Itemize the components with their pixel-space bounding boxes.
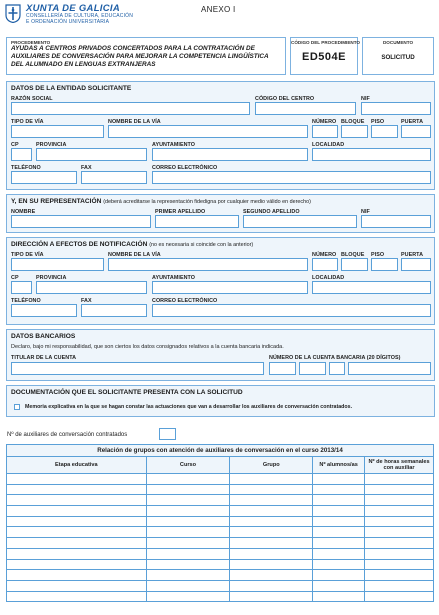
- bloque-label: BLOQUE: [341, 119, 365, 125]
- rep-nif-label: NIF: [361, 209, 370, 215]
- table-cell[interactable]: [146, 580, 230, 591]
- not-numero-field[interactable]: [312, 258, 338, 271]
- table-row: [7, 474, 434, 485]
- documentation-section-title: DOCUMENTACIÓN QUE EL SOLICITANTE PRESENTA CON LA SOLICITUD: [11, 389, 243, 396]
- procedure-label: PROCEDEMENTO: [11, 40, 51, 45]
- not-puerta-label: PUERTA: [401, 252, 424, 258]
- table-cell[interactable]: [146, 591, 230, 602]
- table-cell[interactable]: [230, 506, 313, 517]
- table-cell[interactable]: [313, 484, 365, 495]
- table-cell[interactable]: [146, 570, 230, 581]
- table-cell[interactable]: [7, 527, 147, 538]
- table-cell[interactable]: [230, 527, 313, 538]
- not-puerta-field[interactable]: [401, 258, 431, 271]
- not-telefono-field[interactable]: [11, 304, 77, 317]
- xunta-logo-icon: [5, 4, 21, 23]
- notification-section: [6, 237, 435, 325]
- not-localidad-field[interactable]: [312, 281, 431, 294]
- nombre-via-field[interactable]: [108, 125, 308, 138]
- table-cell[interactable]: [313, 559, 365, 570]
- table-cell[interactable]: [7, 559, 147, 570]
- table-row: [7, 484, 434, 495]
- not-localidad-label: LOCALIDAD: [312, 275, 345, 281]
- not-correo-label: CORREO ELECTRÓNICO: [152, 298, 218, 304]
- table-cell[interactable]: [365, 516, 434, 527]
- table-cell[interactable]: [313, 570, 365, 581]
- groups-table-caption: Relación de grupos con atención de auxiliares de conversación en el curso 2013/14: [7, 445, 434, 457]
- puerta-label: PUERTA: [401, 119, 424, 125]
- table-row: [7, 538, 434, 549]
- table-cell[interactable]: [365, 506, 434, 517]
- rep-segundo-apellido-label: SEGUNDO APELLIDO: [243, 209, 300, 215]
- not-ayuntamiento-label: AYUNTAMIENTO: [152, 275, 196, 281]
- representation-note: (deberá acreditarse la representación fidedigna por cualquier medio válido en derecho): [103, 199, 311, 205]
- table-cell[interactable]: [146, 548, 230, 559]
- table-cell[interactable]: [313, 538, 365, 549]
- razon-social-label: RAZÓN SOCIAL: [11, 96, 53, 102]
- table-row: [7, 516, 434, 527]
- puerta-field[interactable]: [401, 125, 431, 138]
- table-row: [7, 570, 434, 581]
- table-cell[interactable]: [7, 538, 147, 549]
- table-cell[interactable]: [313, 591, 365, 602]
- rep-segundo-apellido-field[interactable]: [243, 215, 357, 228]
- rep-nombre-label: NOMBRE: [11, 209, 36, 215]
- representation-section: [6, 194, 435, 233]
- department-line-2: E ORDENACIÓN UNIVERSITARIA: [26, 19, 110, 25]
- not-telefono-label: TELÉFONO: [11, 298, 41, 304]
- bloque-field[interactable]: [341, 125, 368, 138]
- table-row: [7, 495, 434, 506]
- not-numero-label: NÚMERO: [312, 252, 337, 258]
- table-cell[interactable]: [313, 495, 365, 506]
- nif-label: NIF: [361, 96, 370, 102]
- not-cp-field[interactable]: [11, 281, 32, 294]
- table-cell[interactable]: [365, 548, 434, 559]
- tipo-via-field[interactable]: [11, 125, 104, 138]
- not-fax-field[interactable]: [81, 304, 147, 317]
- table-cell[interactable]: [7, 516, 147, 527]
- numero-field[interactable]: [312, 125, 338, 138]
- table-cell[interactable]: [230, 591, 313, 602]
- table-cell[interactable]: [365, 538, 434, 549]
- table-cell[interactable]: [230, 570, 313, 581]
- localidad-label: LOCALIDAD: [312, 142, 345, 148]
- table-cell[interactable]: [7, 548, 147, 559]
- table-cell[interactable]: [230, 548, 313, 559]
- not-cp-label: CP: [11, 275, 19, 281]
- col-horas: Nº de horas semanales con auxiliar: [365, 457, 434, 474]
- fax-label: FAX: [81, 165, 92, 171]
- not-bloque-label: BLOQUE: [341, 252, 365, 258]
- entity-section-title: DATOS DE LA ENTIDAD SOLICITANTE: [11, 85, 132, 92]
- not-fax-label: FAX: [81, 298, 92, 304]
- table-cell[interactable]: [313, 548, 365, 559]
- nombre-via-label: NOMBRE DE LA VÍA: [108, 119, 161, 125]
- auxiliares-label: Nº de auxiliares de conversación contratados: [7, 432, 128, 438]
- table-cell[interactable]: [230, 538, 313, 549]
- notification-note: (no es necesaria si coincide con la anterior): [149, 242, 254, 248]
- document-type: SOLICITUD: [381, 54, 415, 61]
- table-cell[interactable]: [365, 474, 434, 485]
- table-cell[interactable]: [365, 484, 434, 495]
- table-cell[interactable]: [313, 527, 365, 538]
- org-name: XUNTA DE GALICIA: [26, 3, 120, 14]
- table-cell[interactable]: [7, 506, 147, 517]
- titular-field[interactable]: [11, 362, 264, 375]
- col-grupo: Grupo: [230, 457, 313, 474]
- razon-social-field[interactable]: [11, 102, 250, 115]
- table-cell[interactable]: [146, 484, 230, 495]
- bank-declaration: Declaro, bajo mi responsabilidad, que son ciertos los datos consignados relativos a la cuenta bancaria indicada.: [11, 344, 284, 350]
- table-cell[interactable]: [146, 474, 230, 485]
- table-cell[interactable]: [146, 559, 230, 570]
- table-cell[interactable]: [230, 474, 313, 485]
- not-tipo-via-label: TIPO DE VÍA: [11, 252, 44, 258]
- table-cell[interactable]: [7, 591, 147, 602]
- auxiliares-count-field[interactable]: [159, 428, 176, 440]
- cuenta-oficina-field[interactable]: [299, 362, 326, 375]
- not-bloque-field[interactable]: [341, 258, 368, 271]
- codigo-centro-field[interactable]: [255, 102, 356, 115]
- not-provincia-label: PROVINCIA: [36, 275, 67, 281]
- procedure-code-box: [290, 37, 358, 75]
- procedure-box: [6, 37, 286, 75]
- correo-label: CORREO ELECTRÓNICO: [152, 165, 218, 171]
- table-row: [7, 559, 434, 570]
- rep-primer-apellido-label: PRIMER APELLIDO: [155, 209, 206, 215]
- procedure-title: AYUDAS A CENTROS PRIVADOS CONCERTADOS PARA LA CONTRATACIÓN DE AUXILIARES DE CONVERSACIÓN PARA MEJORAR LA COMPETENCIA LINGÜÍSTICA DEL ALUMNADO EN LENGUAS EXTRANJERAS: [11, 45, 269, 68]
- ayuntamiento-field[interactable]: [152, 148, 308, 161]
- table-cell[interactable]: [365, 570, 434, 581]
- table-cell[interactable]: [230, 484, 313, 495]
- department-line-1: CONSELLERÍA DE CULTURA, EDUCACIÓN: [26, 13, 134, 19]
- table-cell[interactable]: [7, 484, 147, 495]
- not-tipo-via-field[interactable]: [11, 258, 104, 271]
- table-row: [7, 548, 434, 559]
- cp-field[interactable]: [11, 148, 32, 161]
- not-nombre-via-label: NOMBRE DE LA VÍA: [108, 252, 161, 258]
- table-cell[interactable]: [146, 506, 230, 517]
- rep-nif-field[interactable]: [361, 215, 431, 228]
- table-cell[interactable]: [7, 580, 147, 591]
- documentation-section: [6, 385, 435, 417]
- cp-label: CP: [11, 142, 19, 148]
- not-ayuntamiento-field[interactable]: [152, 281, 308, 294]
- titular-label: TITULAR DE LA CUENTA: [11, 355, 77, 361]
- telefono-label: TELÉFONO: [11, 165, 41, 171]
- document-label: DOCUMENTO: [382, 40, 414, 45]
- not-piso-field[interactable]: [371, 258, 398, 271]
- rep-nombre-field[interactable]: [11, 215, 151, 228]
- table-cell[interactable]: [230, 559, 313, 570]
- cuenta-dc-field[interactable]: [329, 362, 345, 375]
- not-provincia-field[interactable]: [36, 281, 147, 294]
- cuenta-entidad-field[interactable]: [269, 362, 296, 375]
- bank-section-title: DATOS BANCARIOS: [11, 333, 76, 340]
- table-cell[interactable]: [7, 495, 147, 506]
- table-cell[interactable]: [313, 506, 365, 517]
- table-cell[interactable]: [146, 516, 230, 527]
- table-cell[interactable]: [365, 591, 434, 602]
- department-name: [26, 13, 133, 25]
- memoria-label: Memoria explicativa en la que se hagan constar las actuaciones que van a desarrollar los auxiliares de conversación contratados.: [25, 404, 353, 410]
- col-etapa: Etapa educativa: [7, 457, 147, 474]
- table-cell[interactable]: [365, 580, 434, 591]
- table-cell[interactable]: [230, 516, 313, 527]
- table-cell[interactable]: [7, 474, 147, 485]
- nif-field[interactable]: [361, 102, 431, 115]
- ayuntamiento-label: AYUNTAMIENTO: [152, 142, 196, 148]
- notification-title: DIRECCIÓN A EFECTOS DE NOTIFICACIÓN: [11, 241, 148, 248]
- tipo-via-label: TIPO DE VÍA: [11, 119, 44, 125]
- table-row: [7, 527, 434, 538]
- table-row: [7, 591, 434, 602]
- table-cell[interactable]: [7, 570, 147, 581]
- col-curso: Curso: [146, 457, 230, 474]
- provincia-field[interactable]: [36, 148, 147, 161]
- notification-section-title: [11, 241, 253, 248]
- annex-title: ANEXO I: [201, 5, 236, 14]
- entity-section: [6, 81, 435, 190]
- table-cell[interactable]: [146, 527, 230, 538]
- rep-primer-apellido-field[interactable]: [155, 215, 239, 228]
- table-row: [7, 506, 434, 517]
- groups-table: [6, 444, 434, 602]
- table-cell[interactable]: [146, 495, 230, 506]
- table-cell[interactable]: [365, 495, 434, 506]
- provincia-label: PROVINCIA: [36, 142, 67, 148]
- table-row: [7, 580, 434, 591]
- cuenta-label: NÚMERO DE LA CUENTA BANCARIA (20 DÍGITOS): [269, 355, 401, 361]
- fax-field[interactable]: [81, 171, 147, 184]
- correo-field[interactable]: [152, 171, 431, 184]
- representation-title: Y, EN SU REPRESENTACIÓN: [11, 198, 102, 205]
- table-cell[interactable]: [365, 559, 434, 570]
- cuenta-numero-field[interactable]: [348, 362, 431, 375]
- groups-table-body: [7, 474, 434, 602]
- table-cell[interactable]: [230, 495, 313, 506]
- telefono-field[interactable]: [11, 171, 77, 184]
- memoria-checkbox[interactable]: [14, 404, 20, 410]
- numero-label: NÚMERO: [312, 119, 337, 125]
- piso-field[interactable]: [371, 125, 398, 138]
- codigo-centro-label: CÓDIGO DEL CENTRO: [255, 96, 315, 102]
- not-correo-field[interactable]: [152, 304, 431, 317]
- not-nombre-via-field[interactable]: [108, 258, 308, 271]
- table-cell[interactable]: [146, 538, 230, 549]
- col-alumnos: Nº alumnos/as: [313, 457, 365, 474]
- bank-section: [6, 329, 435, 381]
- table-cell[interactable]: [313, 474, 365, 485]
- table-cell[interactable]: [230, 580, 313, 591]
- table-cell[interactable]: [365, 527, 434, 538]
- code-label: CÓDIGO DEL PROCEDIMIENTO: [291, 40, 360, 45]
- piso-label: PISO: [371, 119, 385, 125]
- not-piso-label: PISO: [371, 252, 385, 258]
- table-cell[interactable]: [313, 516, 365, 527]
- representation-section-title: [11, 198, 311, 205]
- document-type-box: [362, 37, 434, 75]
- table-cell[interactable]: [313, 580, 365, 591]
- localidad-field[interactable]: [312, 148, 431, 161]
- procedure-code: ED504E: [302, 51, 346, 63]
